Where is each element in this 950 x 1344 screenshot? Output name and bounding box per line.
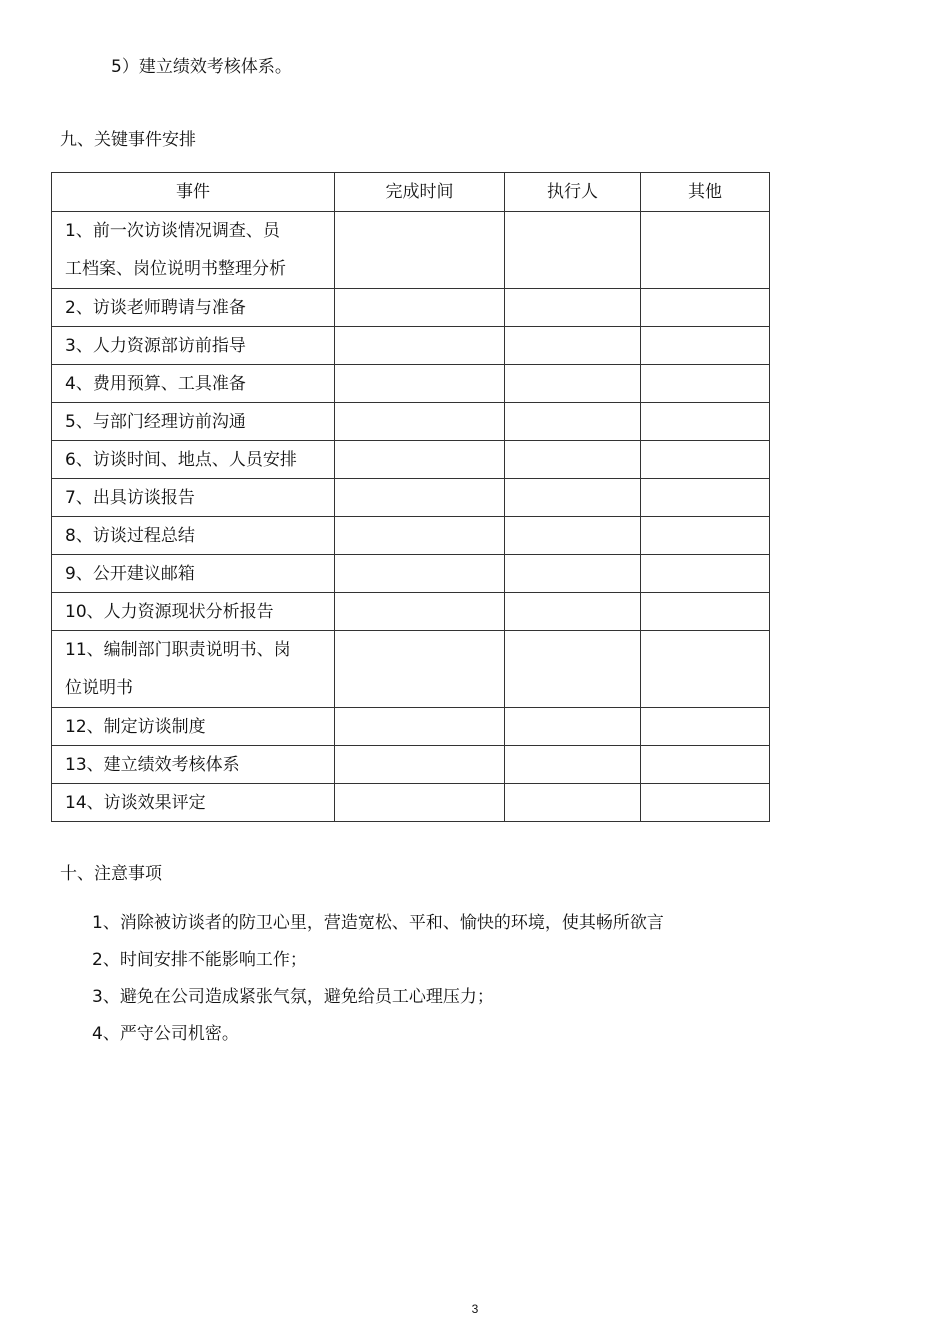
- time-cell: [335, 708, 505, 746]
- owner-cell: [505, 517, 641, 555]
- time-cell: [335, 212, 505, 289]
- owner-cell: [505, 746, 641, 784]
- other-cell: [641, 708, 770, 746]
- intro-item-5: 5）建立绩效考核体系。: [111, 57, 292, 77]
- event-cell: 12、制定访谈制度: [52, 708, 335, 746]
- time-cell: [335, 365, 505, 403]
- other-cell: [641, 479, 770, 517]
- table-row: [52, 708, 770, 746]
- time-cell: [335, 746, 505, 784]
- event-cell: [52, 212, 335, 289]
- time-cell: [335, 631, 505, 708]
- other-cell: [641, 746, 770, 784]
- other-cell: [641, 403, 770, 441]
- other-cell: [641, 784, 770, 822]
- table-row: [52, 289, 770, 327]
- table-row: [52, 784, 770, 822]
- owner-cell: [505, 212, 641, 289]
- owner-cell: [505, 631, 641, 708]
- table-row: [52, 403, 770, 441]
- table-row: [52, 212, 770, 289]
- table-row: [52, 746, 770, 784]
- header-event: 事件: [52, 173, 335, 212]
- time-cell: [335, 555, 505, 593]
- note-item: 1、消除被访谈者的防卫心里，营造宽松、平和、愉快的环境，使其畅所欲言: [92, 913, 664, 933]
- other-cell: [641, 441, 770, 479]
- owner-cell: [505, 289, 641, 327]
- other-cell: [641, 555, 770, 593]
- event-cell: 14、访谈效果评定: [52, 784, 335, 822]
- owner-cell: [505, 365, 641, 403]
- note-item: 2、时间安排不能影响工作；: [92, 950, 307, 970]
- event-cell: 6、访谈时间、地点、人员安排: [52, 441, 335, 479]
- event-cell: 5、与部门经理访前沟通: [52, 403, 335, 441]
- event-text: 1、前一次访谈情况调查、员 工档案、岗位说明书整理分析: [65, 221, 286, 279]
- header-completion-time: 完成时间: [335, 173, 505, 212]
- event-cell: 3、人力资源部访前指导: [52, 327, 335, 365]
- key-events-table: [51, 172, 770, 822]
- table-header-row: [52, 173, 770, 212]
- table-row: [52, 365, 770, 403]
- owner-cell: [505, 555, 641, 593]
- event-text: 11、编制部门职责说明书、岗 位说明书: [65, 640, 291, 698]
- event-cell: 7、出具访谈报告: [52, 479, 335, 517]
- page-number: 3: [471, 1302, 479, 1316]
- time-cell: [335, 403, 505, 441]
- time-cell: [335, 784, 505, 822]
- event-cell: 13、建立绩效考核体系: [52, 746, 335, 784]
- event-cell: 2、访谈老师聘请与准备: [52, 289, 335, 327]
- other-cell: [641, 327, 770, 365]
- section-9-heading: 九、关键事件安排: [60, 130, 196, 150]
- owner-cell: [505, 327, 641, 365]
- time-cell: [335, 593, 505, 631]
- other-cell: [641, 289, 770, 327]
- other-cell: [641, 212, 770, 289]
- other-cell: [641, 365, 770, 403]
- event-cell: 8、访谈过程总结: [52, 517, 335, 555]
- table-row: [52, 479, 770, 517]
- event-cell: 4、费用预算、工具准备: [52, 365, 335, 403]
- owner-cell: [505, 403, 641, 441]
- time-cell: [335, 289, 505, 327]
- owner-cell: [505, 708, 641, 746]
- owner-cell: [505, 593, 641, 631]
- other-cell: [641, 517, 770, 555]
- other-cell: [641, 593, 770, 631]
- other-cell: [641, 631, 770, 708]
- event-cell: [52, 631, 335, 708]
- section-10-heading: 十、注意事项: [60, 864, 162, 884]
- time-cell: [335, 441, 505, 479]
- time-cell: [335, 517, 505, 555]
- table-row: [52, 631, 770, 708]
- owner-cell: [505, 784, 641, 822]
- event-cell: 9、公开建议邮箱: [52, 555, 335, 593]
- table-row: [52, 593, 770, 631]
- header-owner: 执行人: [505, 173, 641, 212]
- owner-cell: [505, 479, 641, 517]
- owner-cell: [505, 441, 641, 479]
- header-other: 其他: [641, 173, 770, 212]
- note-item: 4、严守公司机密。: [92, 1024, 239, 1044]
- time-cell: [335, 327, 505, 365]
- table-row: [52, 327, 770, 365]
- event-cell: 10、人力资源现状分析报告: [52, 593, 335, 631]
- time-cell: [335, 479, 505, 517]
- note-item: 3、避免在公司造成紧张气氛，避免给员工心理压力；: [92, 987, 494, 1007]
- table-row: [52, 441, 770, 479]
- table-row: [52, 517, 770, 555]
- table-row: [52, 555, 770, 593]
